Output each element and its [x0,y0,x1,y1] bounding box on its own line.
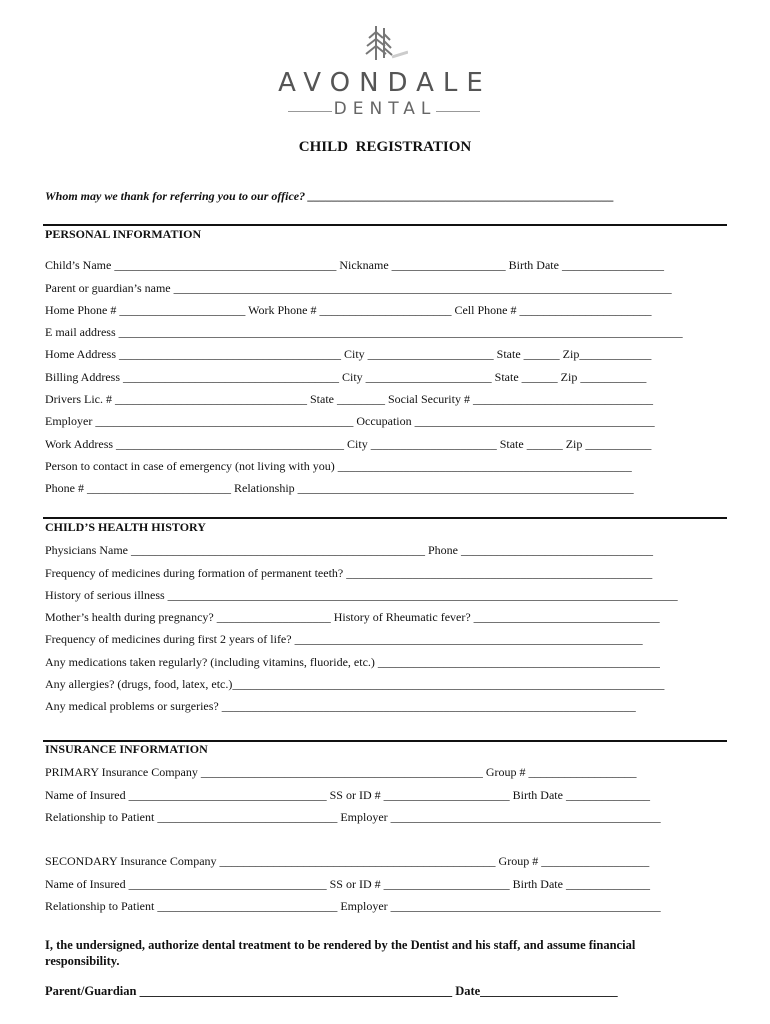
pine-tree-icon [362,24,408,64]
logo [270,24,500,124]
page-title-text: CHILD REGISTRATION [298,139,472,155]
physician-row[interactable]: Physicians Name _________________________________________________ Phone ________________________________ [45,543,653,557]
secondary-insured-row[interactable]: Name of Insured _________________________________ SS or ID # _____________________ Birth Date ______________ [45,877,650,891]
primary-insured-row[interactable]: Name of Insured _________________________________ SS or ID # _____________________ Birth Date ______________ [45,788,650,802]
logo-brand: AVONDALE [278,68,492,98]
personal-heading: PERSONAL INFORMATION [45,227,202,241]
primary-relationship-row[interactable]: Relationship to Patient ______________________________ Employer _____________________________________________ [45,810,661,824]
drivers-license-row[interactable]: Drivers Lic. # ________________________________ State ________ Social Security # ______________________________ [45,392,653,406]
logo-sub: DENTAL [333,99,437,119]
page-title [0,139,770,156]
pregnancy-row[interactable]: Mother’s health during pregnancy? ___________________ History of Rheumatic fever? _______________________________ [45,610,660,624]
work-address-row[interactable]: Work Address ______________________________________ City _____________________ State ______ Zip ___________ [45,437,652,451]
section-divider [43,224,727,226]
secondary-insurance-row[interactable]: SECONDARY Insurance Company ______________________________________________ Group # __________________ [45,854,650,868]
phone-row[interactable]: Home Phone # _____________________ Work Phone # ______________________ Cell Phone # ______________________ [45,303,652,317]
secondary-relationship-row[interactable]: Relationship to Patient ______________________________ Employer _____________________________________________ [45,899,661,913]
emergency-contact-row[interactable]: Person to contact in case of emergency (not living with you) _________________________________________________ [45,459,632,473]
billing-address-row[interactable]: Billing Address ____________________________________ City _____________________ State ______ Zip ___________ [45,370,647,384]
medications-row[interactable]: Any medications taken regularly? (including vitamins, fluoride, etc.) _______________________________________________ [45,655,660,669]
serious-illness-row[interactable]: History of serious illness _____________________________________________________________________________________ [45,588,678,602]
logo-rule-right [436,111,480,112]
insurance-heading: INSURANCE INFORMATION [45,742,208,756]
email-row[interactable]: E mail address ______________________________________________________________________________________________ [45,325,683,339]
emergency-phone-row[interactable]: Phone # ________________________ Relationship ________________________________________________________ [45,481,634,495]
signature-row[interactable]: Parent/Guardian __________________________________________________ Date______________________ [45,984,618,998]
home-address-row[interactable]: Home Address _____________________________________ City _____________________ State ______ Zip____________ [45,347,652,361]
authorization-statement: I, the undersigned, authorize dental treatment to be rendered by the Dentist and his staff, and assume financial responsibility. [45,938,636,968]
medical-problems-row[interactable]: Any medical problems or surgeries? _____________________________________________________________________ [45,699,636,713]
referral-field[interactable]: Whom may we thank for referring you to our office? ___________________________________________________ [45,189,615,203]
guardian-name-row[interactable]: Parent or guardian’s name ___________________________________________________________________________________ [45,281,672,295]
medicines-teeth-row[interactable]: Frequency of medicines during formation of permanent teeth? ___________________________________________________ [45,566,653,580]
medicines-first-years-row[interactable]: Frequency of medicines during first 2 years of life? __________________________________________________________ [45,632,643,646]
child-name-row[interactable]: Child’s Name _____________________________________ Nickname ___________________ Birth Date _________________ [45,258,664,272]
section-divider [43,517,727,519]
primary-insurance-row[interactable]: PRIMARY Insurance Company _______________________________________________ Group # __________________ [45,765,637,779]
allergies-row[interactable]: Any allergies? (drugs, food, latex, etc.)________________________________________________________________________ [45,677,665,691]
employer-row[interactable]: Employer ___________________________________________ Occupation ________________________________________ [45,414,655,428]
health-heading: CHILD’S HEALTH HISTORY [45,520,206,534]
